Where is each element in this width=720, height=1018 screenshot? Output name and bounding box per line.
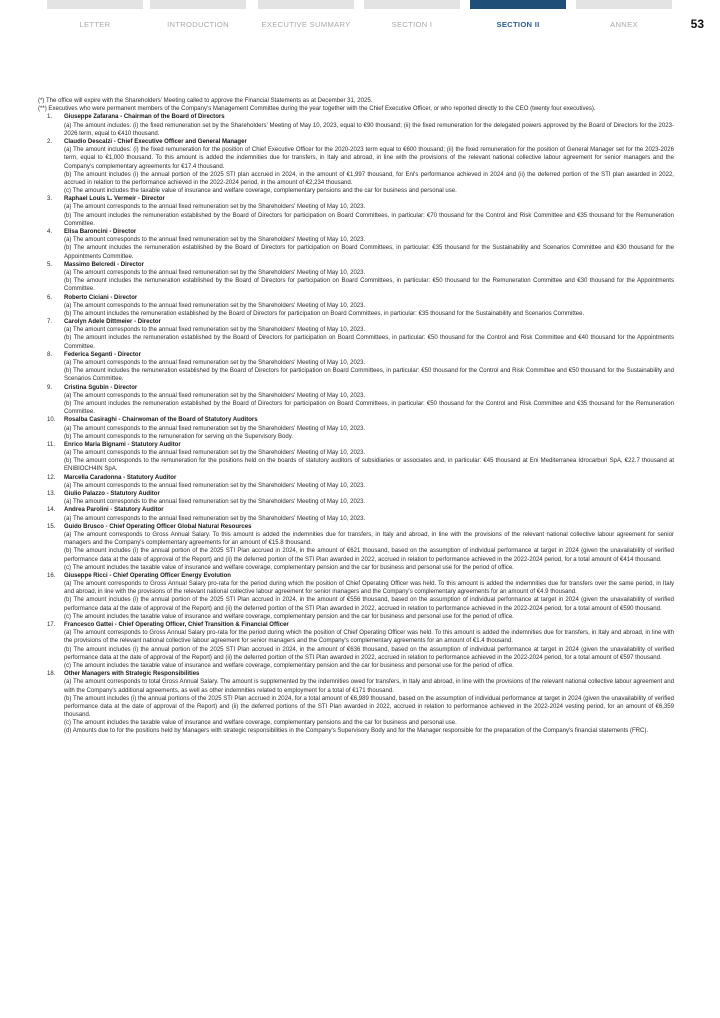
tab-executive-summary[interactable] — [258, 0, 354, 40]
tab-indicator — [576, 0, 672, 9]
item-note: (a) The amount corresponds to the annual fixed remuneration set by the Shareholders' Meeting of May 10, 2023. — [64, 450, 366, 457]
item-note: (b) The amount includes (i) the annual portion of the 2025 STI plan accrued in 2024, in the amount of €1,997 thousand, for Eni's performance achieved in 2024 and (ii) the deferred portion of the STI plan awarded in 2022, accrued in relation to the performance achieved in the 2022-2024 period, in the amount of €2,234 thousand. — [64, 171, 674, 186]
tab-letter[interactable] — [47, 0, 143, 40]
list-item — [38, 572, 674, 621]
item-note: (a) The amount corresponds to the annual fixed remuneration set by the Shareholders' Meeting of May 10, 2023. — [64, 360, 366, 366]
item-title: Cristina Sgubin - Director — [64, 384, 138, 391]
page-number: 53 — [690, 17, 704, 31]
footnote-office-expiry: (*) The office will expire with the Shareholders' Meeting called to approve the Financial Statements as at December 31, 2025. — [38, 98, 373, 104]
item-note: (b) The amount corresponds to the remuneration for the positions held on the boards of statutory auditors of subsidiaries or associates and, in particular: €45 thousand at Eni Mediterranea Idrocarburi SpA, €22.7 thousand at ENIBIOCH4IN SpA. — [64, 458, 674, 473]
item-number: 6. — [47, 294, 53, 301]
item-number: 10. — [47, 417, 56, 424]
list-item — [38, 490, 674, 506]
item-note: (b) The amount includes (i) the annual portions of the 2025 STI Plan accrued in 2024, for a total amount of €6,989 thousand, based on the assumption of individual performance at target in 2024 (given the unavailability of verified performance data at the date of approval of the Report) and (ii) the deferred portions of the STI Plan awarded in 2022, accrued in relation to performance achieved in the 2022-2024 vesting period, for an amount of €6,359 thousand. — [64, 695, 674, 719]
item-title: Rosalba Casiraghi - Chairwoman of the Board of Statutory Auditors — [64, 417, 258, 424]
tab-label: EXECUTIVE SUMMARY — [261, 20, 351, 29]
item-title: Francesco Gattei - Chief Operating Officer, Chief Transition & Financial Officer — [64, 622, 289, 628]
item-title: Giulio Palazzo - Statutory Auditor — [64, 491, 160, 497]
item-note: (c) The amount includes the taxable value of insurance and welfare coverage, complementary pension and the car for business and personal use for the period of office. — [64, 662, 514, 669]
item-note: (a) The amount corresponds to the annual fixed remuneration set by the Shareholders' Meeting of May 10, 2023. — [64, 499, 366, 506]
item-title: Carolyn Adele Dittmeier - Director — [64, 319, 161, 326]
item-note: (c) The amount includes the taxable value of insurance and welfare coverage, complementary pension and the car for business and personal use for the period of office. — [64, 564, 514, 571]
item-number: 9. — [47, 384, 53, 391]
item-number: 18. — [47, 671, 56, 678]
item-note: (a) The amount corresponds to the annual fixed remuneration set by the Shareholders' Meeting of May 10, 2023. — [64, 302, 366, 309]
item-title: Elisa Baroncini - Director — [64, 229, 137, 235]
item-title: Giuseppe Ricci - Chief Operating Officer Energy Evolution — [64, 572, 231, 579]
item-note: (a) The amount includes: (i) the fixed remuneration for the position of Chief Executive Officer for the 2020-2023 term equal to €600 thousand; (ii) the fixed remuneration for the position of General Manager set for the 2023-2026 term, equal to €1,000 thousand. To this amount is added the indemnities due for transfers, in Italy and abroad, in line with the provisions of the relevant national collective labour agreement for senior managers and the Company's complementary agreements for €17.4 thousand. — [64, 147, 674, 170]
list-item — [38, 195, 674, 228]
tab-indicator-active — [470, 0, 566, 9]
item-note: (c) The amount includes the taxable value of insurance and welfare coverage, complementary pensions and the car for business and personal use. — [64, 720, 457, 727]
list-item — [38, 441, 674, 474]
item-title: Enrico Maria Bignami - Statutory Auditor — [64, 441, 181, 448]
item-note: (a) The amount corresponds to Gross Annual Salary. To this amount is added the indemnities due for transfers, in Italy and abroad, in line with the provisions of the relevant national collective labour agreement for senior managers and the Company's complementary agreements for an amount of €15.8 thousand. — [64, 531, 674, 547]
item-note: (a) The amount corresponds to Gross Annual Salary pro-rata for the period during which the position of Chief Operating Officer was held. To this amount is added the indemnities due for transfers, in Italy and abroad, in line with the provisions of the relevant national collective labour agreement for senior managers and the Company's complementary agreements for an amount of €1.4 thousand. — [64, 630, 674, 645]
item-number: 8. — [47, 351, 53, 358]
item-title: Andrea Parolini - Statutory Auditor — [64, 507, 164, 514]
item-number: 14. — [47, 507, 56, 514]
item-note: (b) The amount corresponds to the remuneration for serving on the Supervisory Body. — [64, 433, 294, 440]
item-number: 4. — [47, 229, 53, 235]
list-item — [38, 384, 674, 417]
item-number: 3. — [47, 196, 53, 203]
remuneration-notes-list — [38, 113, 674, 735]
item-number: 5. — [47, 261, 53, 268]
item-number: 11. — [47, 441, 55, 448]
list-item — [38, 670, 674, 736]
item-note: (b) The amount includes the remuneration established by the Board of Directors for participation on Board Committees, in particular: €50 thousand for the Control and Risk Committee and €40 thousand for the Appointments Committee. — [64, 335, 674, 350]
list-item — [38, 416, 674, 441]
list-item — [38, 506, 674, 522]
item-note: (a) The amount corresponds to total Gross Annual Salary. The amount is supplemented by the indemnities owed for transfers, in Italy and abroad, in line with the provisions of the relevant national collective labour agreement and with the Company's additional agreements, as well as other indemnities related to employment for a total of €171 thousand. — [64, 679, 674, 694]
item-number: 17. — [47, 622, 56, 628]
tab-label: LETTER — [79, 20, 111, 29]
list-item — [38, 474, 674, 490]
tab-indicator — [150, 0, 246, 9]
list-item — [38, 228, 674, 261]
item-note: (b) The amount includes the remuneration established by the Board of Directors for participation on Board Committees, in particular: €50 thousand for the Control and Risk Committee and €50 thousand for the Sustainability and Scenarios Committee. — [64, 368, 674, 383]
item-title: Federica Seganti - Director — [64, 351, 141, 358]
item-note: (a) The amount corresponds to the annual fixed remuneration set by the Shareholders' Meeting of May 10, 2023. — [64, 425, 366, 432]
footnote-executives: (**) Executives who were permanent members of the Company's Management Committee during the year together with the Chief Executive Officer, or who reported directly to the CEO (twenty four executives). — [38, 106, 596, 113]
item-number: 16. — [47, 572, 56, 579]
list-item — [38, 138, 674, 195]
list-item — [38, 294, 674, 319]
list-item — [38, 523, 674, 572]
tab-label: ANNEX — [610, 20, 638, 29]
item-note: (b) The amount includes the remuneration established by the Board of Directors for participation on Board Committees, in particular: €35 thousand for the Sustainability and Scenarios Committee and €30 thousand for the Appointments Committee. — [64, 245, 674, 260]
list-item — [38, 318, 674, 351]
item-note: (b) The amount includes (i) the annual portion of the 2025 STI Plan accrued in 2024, in the amount of €556 thousand, based on the assumption of individual performance at target in 2024 (given the unavailability of verified performance data at the date of approval of the Report) and (ii) the deferred portion of the STI Plan awarded in 2022, accrued in relation to performance achieved in the 2022-2024 period, for a total amount of €590 thousand. — [64, 597, 674, 612]
item-note: (b) The amount includes the remuneration established by the Board of Directors for participation on Board Committees, in particular: €50 thousand for the Control and Risk Committee and €35 thousand for the Remuneration Committee. — [64, 400, 674, 416]
footnotes-body — [38, 97, 674, 736]
item-title: Raphael Louis L. Vermeir - Director — [64, 196, 165, 203]
list-item — [38, 261, 674, 294]
tab-label: INTRODUCTION — [167, 20, 229, 29]
tab-label: SECTION II — [496, 20, 540, 29]
item-note: (a) The amount corresponds to the annual fixed remuneration set by the Shareholders' Meeting of May 10, 2023. — [64, 392, 366, 399]
item-note: (d) Amounts due to for the positions held by Managers with strategic responsibilities in the Company's Supervisory Body and for the Manager responsible for the preparation of the Company's financial statements (FRC). — [64, 728, 649, 735]
item-note: (b) The amount includes the remuneration established by the Board of Directors for participation on Board Committees, in particular: €70 thousand for the Control and Risk Committee and €35 thousand for the Remuneration Committee. — [64, 212, 674, 227]
item-note: (b) The amount includes (i) the annual portion of the 2025 STI Plan accrued in 2024, in the amount of €636 thousand, based on the assumption of individual performance at target in 2024 (given the unavailability of verified performance data at the date of approval of the Report) and (ii) the deferred portion of the STI Plan awarded in 2022, accrued in relation to performance achieved in the 2022-2024 period, for a total amount of €597 thousand. — [64, 646, 674, 661]
item-note: (c) The amount includes the taxable value of insurance and welfare coverage, complementary pensions and the car for business and personal use. — [64, 188, 457, 195]
item-note: (b) The amount includes the remuneration established by the Board of Directors for participation on Board Committees, in particular: €50 thousand for the Remuneration Committee and €30 thousand for the Appointments Committee. — [64, 278, 674, 293]
item-number: 12. — [47, 474, 56, 481]
item-number: 13. — [47, 491, 56, 497]
item-number: 15. — [47, 523, 56, 530]
item-title: Other Managers with Strategic Responsibilities — [64, 671, 200, 678]
list-item — [38, 351, 674, 384]
item-note: (a) The amount corresponds to the annual fixed remuneration set by the Shareholders' Meeting of May 10, 2023. — [64, 269, 366, 276]
item-number: 7. — [47, 319, 53, 326]
item-note: (a) The amount corresponds to the annual fixed remuneration set by the Shareholders' Meeting of May 10, 2023. — [64, 237, 366, 244]
item-note: (a) The amount corresponds to Gross Annual Salary pro-rata for the period during which the position of Chief Operating Officer was held. To this amount is added the indemnities due for transfers over the same period, in Italy and abroad, in line with the provisions of the relevant national collective labour agreement for senior managers and the Company's complementary agreements for an amount of €4.9 thousand. — [64, 581, 674, 596]
item-title: Claudio Descalzi - Chief Executive Officer and General Manager — [64, 138, 247, 145]
tab-indicator — [258, 0, 354, 9]
item-note: (c) The amount includes the taxable value of insurance and welfare coverage, complementary pension and the car for business and personal use for the period of office. — [64, 613, 514, 620]
tab-section-ii[interactable] — [470, 0, 566, 40]
item-number: 1. — [47, 114, 53, 121]
tab-introduction[interactable] — [150, 0, 246, 40]
tab-section-i[interactable] — [364, 0, 460, 40]
item-note: (a) The amount corresponds to the annual fixed remuneration set by the Shareholders' Meeting of May 10, 2023. — [64, 482, 366, 489]
item-note: (a) The amount includes: (i) the fixed remuneration set by the Shareholders' Meeting of May 10, 2023, equal to €90 thousand; (ii) the fixed remuneration for the delegated powers approved by the Board of Directors for the 2023-2026 term, equal to €410 thousand. — [64, 122, 674, 137]
item-title: Marcella Caradonna - Statutory Auditor — [64, 474, 177, 481]
tab-annex[interactable] — [576, 0, 672, 40]
list-item — [38, 113, 674, 138]
top-navigation — [0, 0, 720, 40]
tab-indicator — [364, 0, 460, 9]
item-title: Giuseppe Zafarana - Chairman of the Board of Directors — [64, 114, 225, 121]
item-note: (b) The amount includes the remuneration established by the Board of Directors for participation on Board Committees, in particular: €35 thousand for the Sustainability and Scenarios Committee. — [64, 310, 585, 317]
item-title: Roberto Ciciani - Director — [64, 294, 138, 301]
tab-indicator — [47, 0, 143, 9]
item-note: (a) The amount corresponds to the annual fixed remuneration set by the Shareholders' Meeting of May 10, 2023. — [64, 515, 366, 522]
item-title: Guido Brusco - Chief Operating Officer Global Natural Resources — [64, 523, 252, 530]
list-item — [38, 621, 674, 670]
tab-label: SECTION I — [391, 20, 433, 29]
item-note: (b) The amount includes (i) the annual portion of the 2025 STI Plan accrued in 2024, in the amount of €621 thousand, based on the assumption of individual performance at target in 2024 (given the unavailability of verified performance data at the date of approval of the Report) and (ii) the deferred portion of the STI Plan awarded in 2022, accrued in relation to performance achieved in the 2022-2024 period, for a total amount of €414 thousand. — [64, 548, 674, 563]
item-title: Massimo Belcredi - Director — [64, 261, 144, 268]
item-note: (a) The amount corresponds to the annual fixed remuneration set by the Shareholders' Meeting of May 10, 2023. — [64, 204, 366, 211]
item-note: (a) The amount corresponds to the annual fixed remuneration set by the Shareholders' Meeting of May 10, 2023. — [64, 327, 366, 334]
item-number: 2. — [47, 138, 53, 145]
